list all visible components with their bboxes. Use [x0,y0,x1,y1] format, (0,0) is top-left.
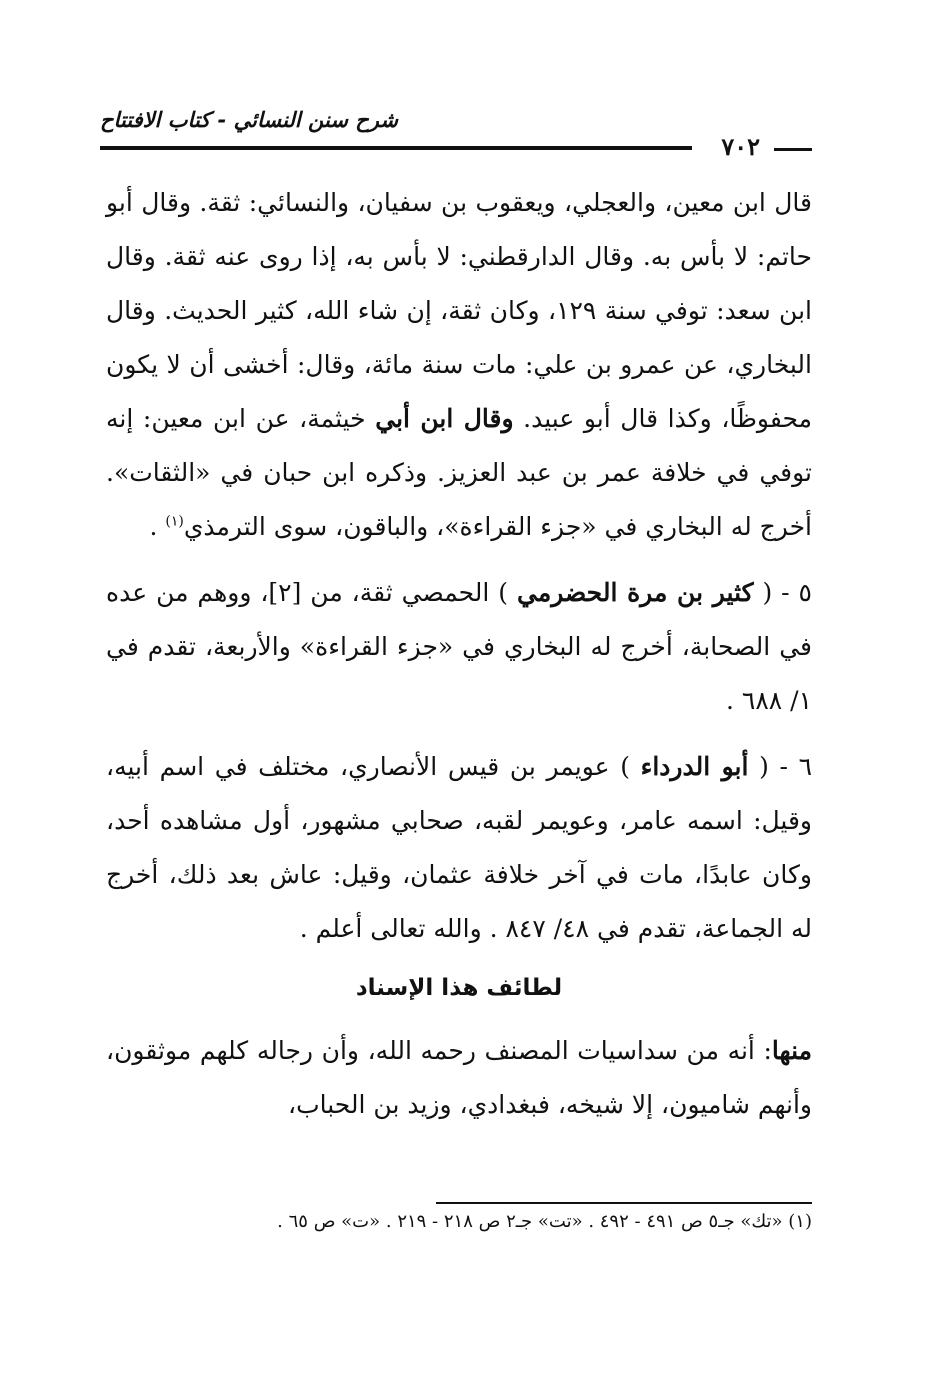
paragraph-narrators [106,176,812,554]
page-number-dash [774,148,812,151]
bold-phrase: وقال ابن أبي [375,404,514,433]
narrator-name: أبو الدرداء [640,752,749,781]
running-title: شرح سنن النسائي - كتاب الافتتاح [100,108,398,132]
paragraph-text: . [149,512,166,541]
main-text [106,176,812,1132]
paragraph-text: : أنه من سداسيات المصنف رحمه الله، وأن رجاله كلهم موثقون، وأنهم شاميون، إلا شيخه، فبغدادي، وزيد بن الحباب، [106,1036,812,1119]
paragraph-narrator-5 [106,566,812,728]
header-rule [100,146,692,150]
footnote-rule [436,1202,812,1204]
bold-phrase: منها [771,1036,812,1065]
paragraph-text: قال ابن معين، والعجلي، ويعقوب بن سفيان، والنسائي: ثقة. وقال أبو حاتم: لا بأس به. وقال الدارقطني: لا بأس به، إذا روى عنه ثقة. وقال ابن سعد: توفي سنة ١٢٩، وكان ثقة، إن شاء الله، كثير الحديث. وقال البخاري، عن عمرو بن علي: مات سنة مائة، وقال: أخشى أن لا يكون محفوظًا، وكذا قال أبو عبيد. [106,188,813,433]
footnote: (١) «تك» جـ٥ ص ٤٩١ - ٤٩٢ . «تت» جـ٢ ص ٢١٨ - ٢١٩ . «ت» ص ٦٥ . [277,1211,812,1232]
paragraph-narrator-6 [106,740,812,956]
footnote-marker: (١) [165,513,184,530]
page-header [100,108,812,161]
entry-number: ٦ - ( [748,752,812,781]
paragraph-text: ) الحمصي ثقة، من [٢]، ووهم من عده في الصحابة، أخرج له البخاري في «جزء القراءة» والأربعة، تقدم في ١/ ٦٨٨ . [106,578,812,715]
narrator-name: كثير بن مرة الحضرمي [516,578,754,607]
paragraph-text: خيثمة، عن ابن معين: إنه توفي في خلافة عمر بن عبد العزيز. وذكره ابن حبان في «الثقات». أخرج له البخاري في «جزء القراءة»، والباقون، سوى الترمذي [106,404,812,541]
entry-number: ٥ - ( [753,578,812,607]
paragraph-text: ) عويمر بن قيس الأنصاري، مختلف في اسم أبيه، وقيل: اسمه عامر، وعويمر لقبه، صحابي مشهور، أول مشاهده أحد، وكان عابدًا، مات في آخر خلافة عثمان، وقيل: عاش بعد ذلك، أخرج له الجماعة، تقدم في ٤٨/ ٨٤٧ . والله تعالى أعلم . [106,752,812,943]
paragraph-subtleties [106,1024,812,1132]
page-number: ٧٠٢ [721,132,760,161]
section-heading: لطائف هذا الإسناد [355,975,563,1001]
